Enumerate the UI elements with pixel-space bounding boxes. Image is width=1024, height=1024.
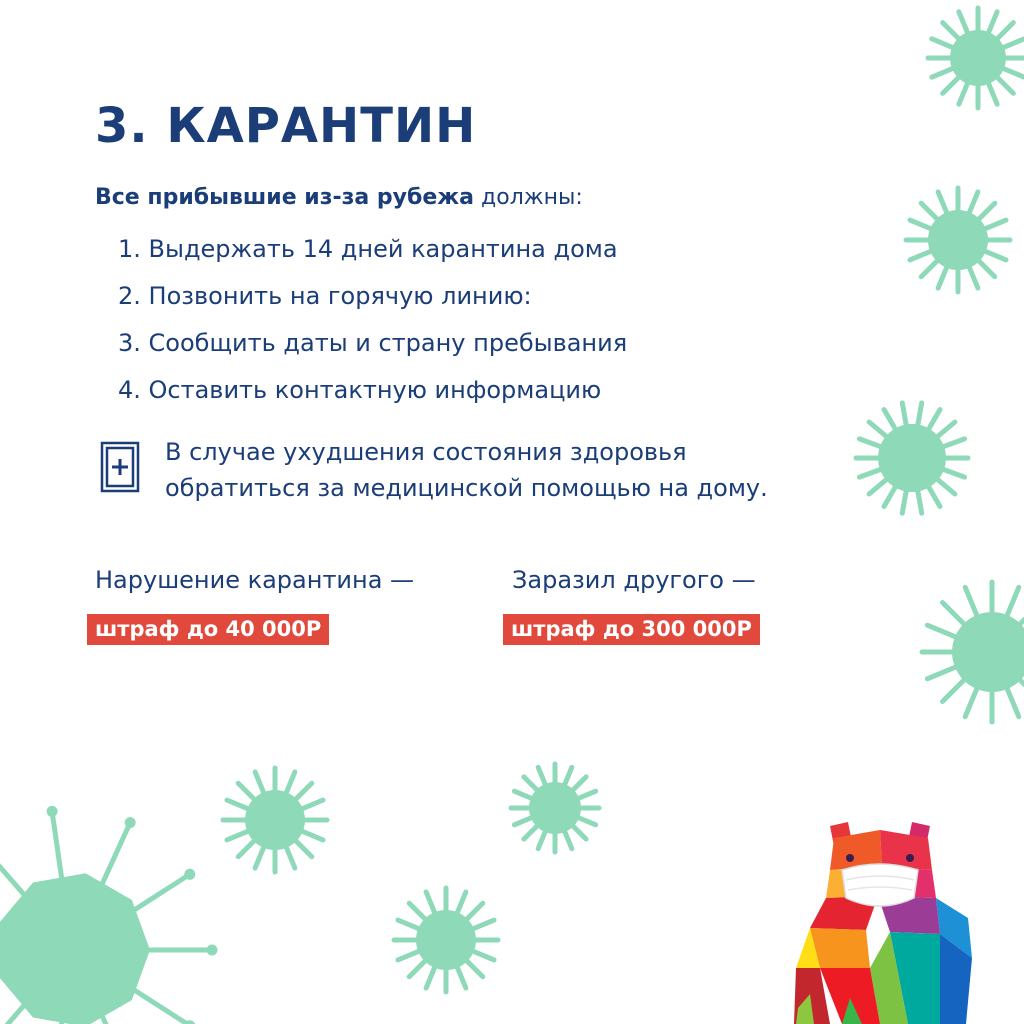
fine-badge-quarantine: штраф до 40 000Р <box>87 614 329 645</box>
medical-door-icon <box>100 441 140 493</box>
steps-list <box>118 232 627 420</box>
step-item: 4. Оставить контактную информацию <box>118 376 602 404</box>
notice-line: обратиться за медицинской помощью на дому. <box>165 474 768 502</box>
notice-line: В случае ухудшения состояния здоровья <box>165 438 687 466</box>
intro-text <box>95 185 583 210</box>
bear-mascot-icon <box>790 818 980 1024</box>
fine-label-infection: Заразил другого — <box>512 566 756 594</box>
notice-text <box>165 434 768 506</box>
step-item: 3. Сообщить даты и страну пребывания <box>118 329 628 357</box>
intro-bold: Все прибывшие из-за рубежа <box>95 185 475 210</box>
step-item: 1. Выдержать 14 дней карантина дома <box>118 235 618 263</box>
step-item: 2. Позвонить на горячую линию: <box>118 282 532 310</box>
intro-rest: должны: <box>474 185 583 210</box>
fine-badge-infection: штраф до 300 000Р <box>503 614 760 645</box>
fine-label-quarantine: Нарушение карантина — <box>95 566 415 594</box>
page-title: 3. КАРАНТИН <box>95 98 477 154</box>
